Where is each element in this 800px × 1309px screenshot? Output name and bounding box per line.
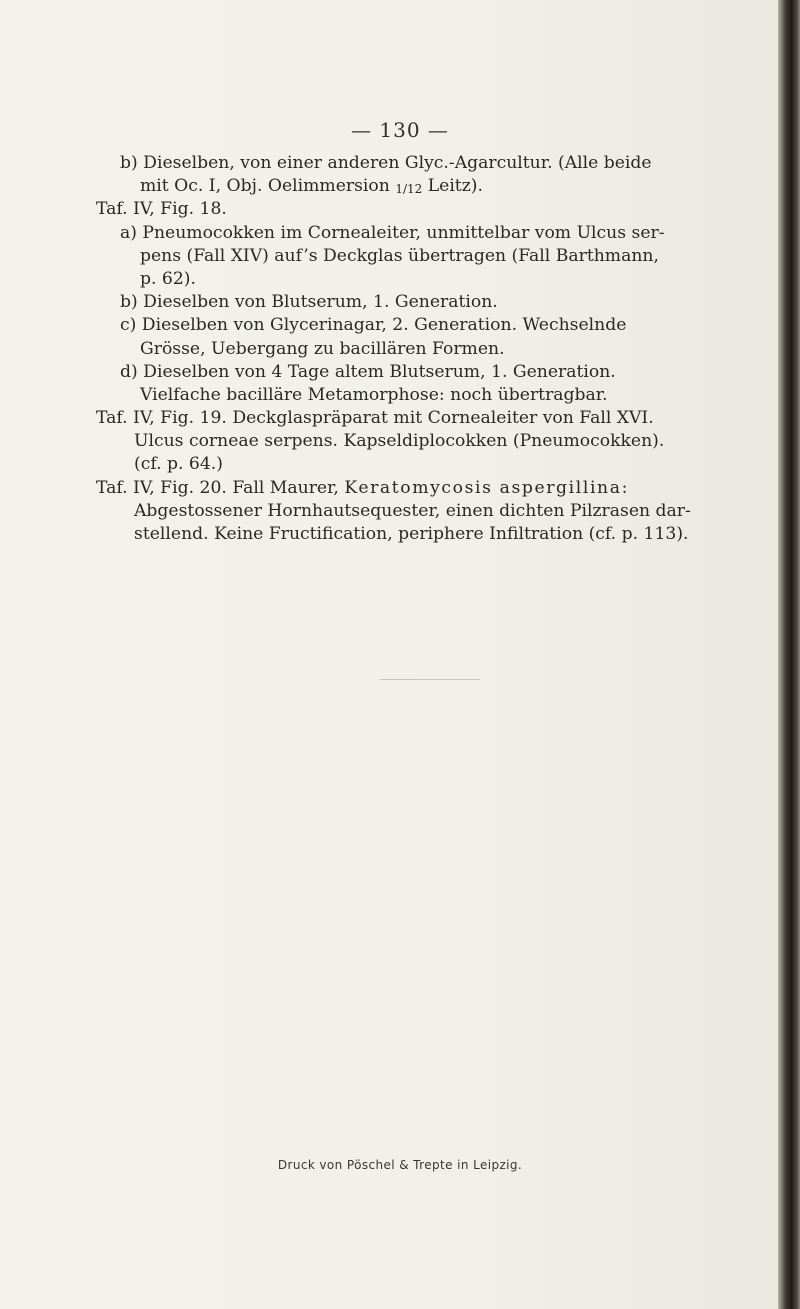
caption-text: Leitz). — [422, 176, 483, 197]
caption-heading: Taf. IV, Fig. 18. — [96, 199, 227, 220]
caption-text: Taf. IV, Fig. 20. Fall Maurer, — [96, 477, 345, 498]
caption-text: : — [621, 477, 628, 498]
caption-line: a) Pneumocokken im Cornealeiter, unmittelbar vom Ulcus ser- — [120, 222, 665, 243]
figure-captions — [96, 152, 768, 546]
caption-line — [96, 175, 768, 198]
caption-heading — [96, 477, 768, 500]
caption-line: d) Dieselben von 4 Tage altem Blutserum, 1. Generation. — [120, 361, 616, 382]
caption-line: stellend. Keine Fructification, periphere Infiltration (cf. p. 113). — [134, 524, 689, 544]
caption-line: Vielfache bacilläre Metamorphose: noch übertragbar. — [140, 384, 608, 405]
caption-line: pens (Fall XIV) auf’s Deckglas übertragen (Fall Barthmann, — [140, 245, 659, 266]
caption-line: (cf. p. 64.) — [134, 454, 223, 475]
page-number: — 130 — — [351, 118, 449, 142]
fraction: 1/12 — [395, 182, 423, 197]
caption-line: Ulcus corneae serpens. Kapseldiplocokken (Pneumocokken). — [134, 431, 665, 452]
caption-line: b) Dieselben, von einer anderen Glyc.-Agarcultur. (Alle beide — [120, 153, 652, 173]
diagnosis-term: Keratomycosis aspergillina — [344, 477, 622, 498]
caption-heading: Taf. IV, Fig. 19. Deckglaspräparat mit Cornealeiter von Fall XVI. — [96, 408, 654, 429]
caption-line: Grösse, Uebergang zu bacillären Formen. — [140, 338, 505, 359]
divider-rule — [380, 679, 480, 680]
caption-line: c) Dieselben von Glycerinagar, 2. Generation. Wechselnde — [120, 315, 627, 336]
caption-line: p. 62). — [140, 268, 196, 289]
book-spine-edge — [778, 0, 800, 1309]
caption-text: mit Oc. I, Obj. Oelimmersion — [140, 176, 396, 197]
caption-line: Abgestossener Hornhautsequester, einen dichten Pilzrasen dar- — [134, 500, 691, 521]
printer-imprint: Druck von Pöschel & Trepte in Leipzig. — [277, 1158, 523, 1172]
caption-line: b) Dieselben von Blutserum, 1. Generation. — [120, 292, 498, 313]
